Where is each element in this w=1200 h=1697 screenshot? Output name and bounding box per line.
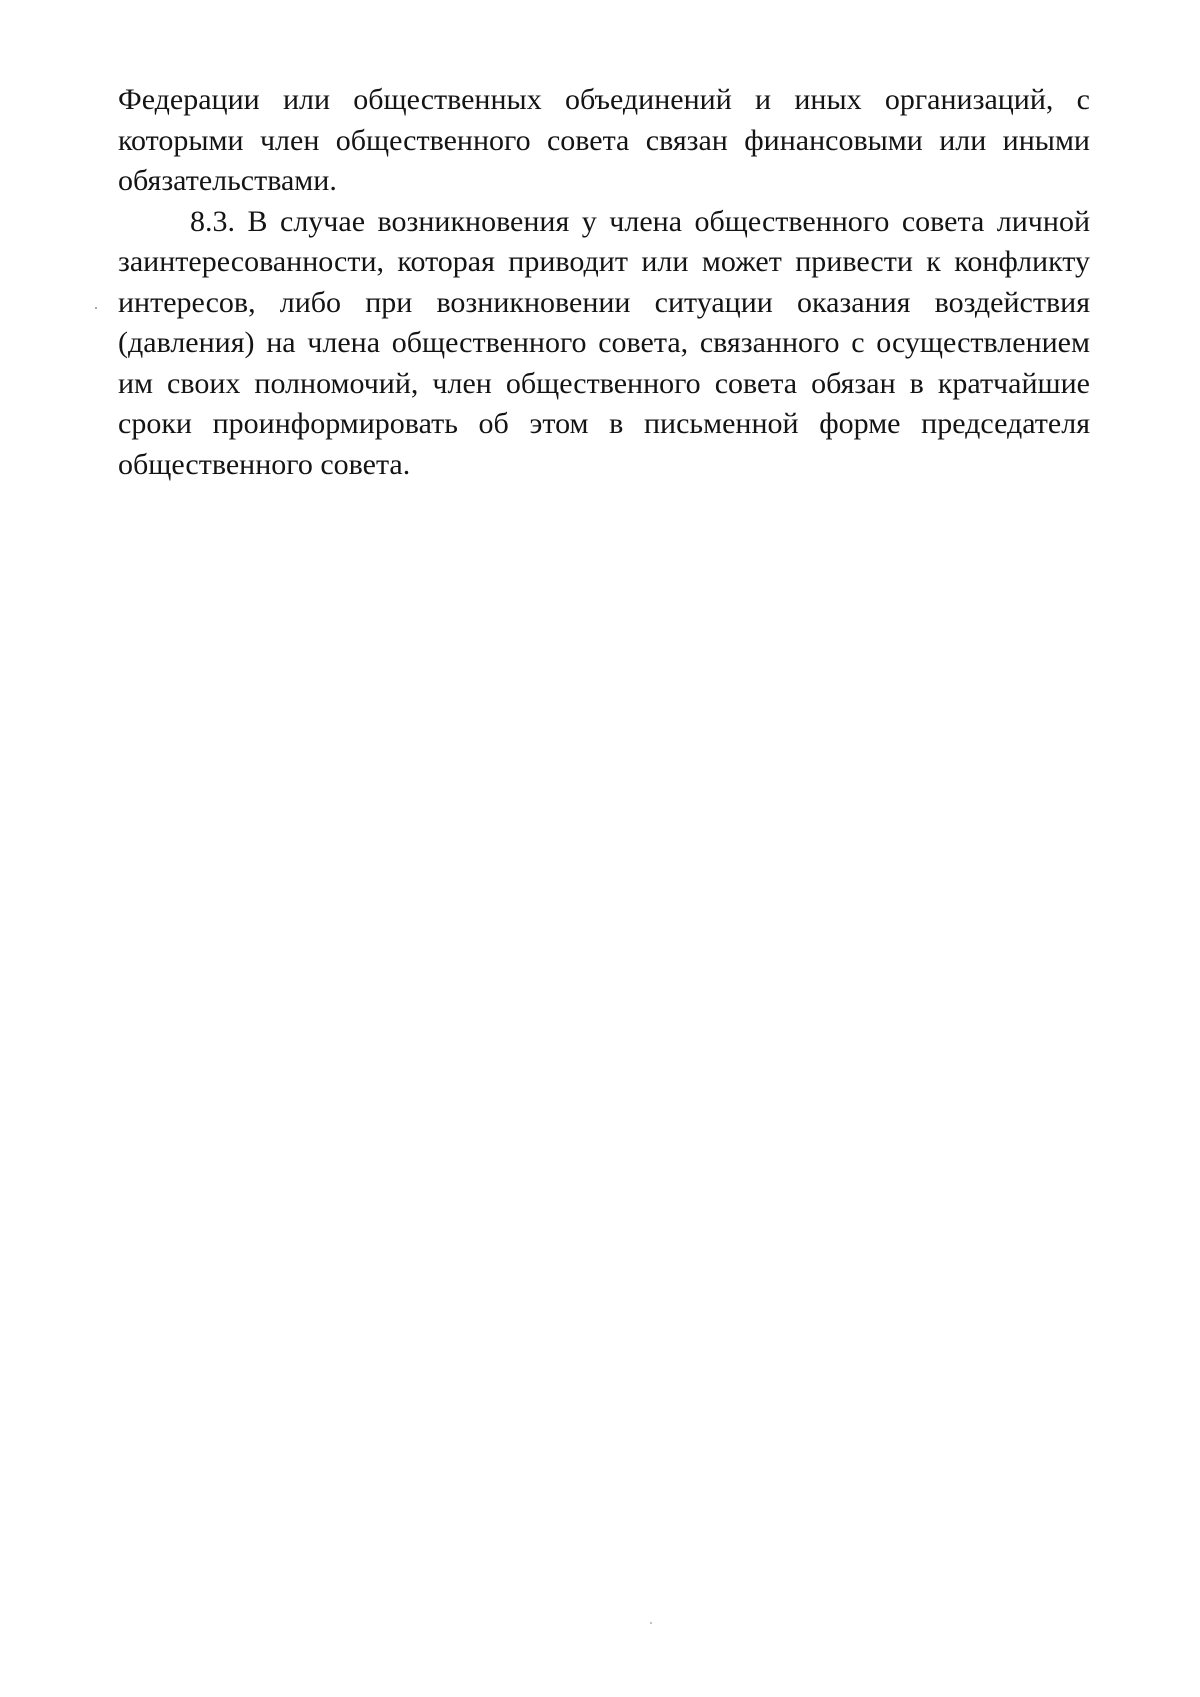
- scan-speck: [650, 1622, 652, 1624]
- paragraph-clause-8-3: 8.3. В случае возникновения у члена общественного совета личной заинтересованности, которая приводит или может привести к конфликту интересов, либо при возникновении ситуации оказания воздействия (давления) на члена общественного совета, связанного с осуществлением им своих полномочий, член общественного совета обязан в кратчайшие сроки проинформировать об этом в письменной форме председателя общественного совета.: [118, 204, 1090, 481]
- document-body: [118, 80, 1090, 485]
- scan-speck: [95, 307, 97, 309]
- paragraph-continuation: Федерации или общественных объединений и иных организаций, с которыми член общественного совета связан финансовыми или иными обязательствами.: [118, 83, 1090, 197]
